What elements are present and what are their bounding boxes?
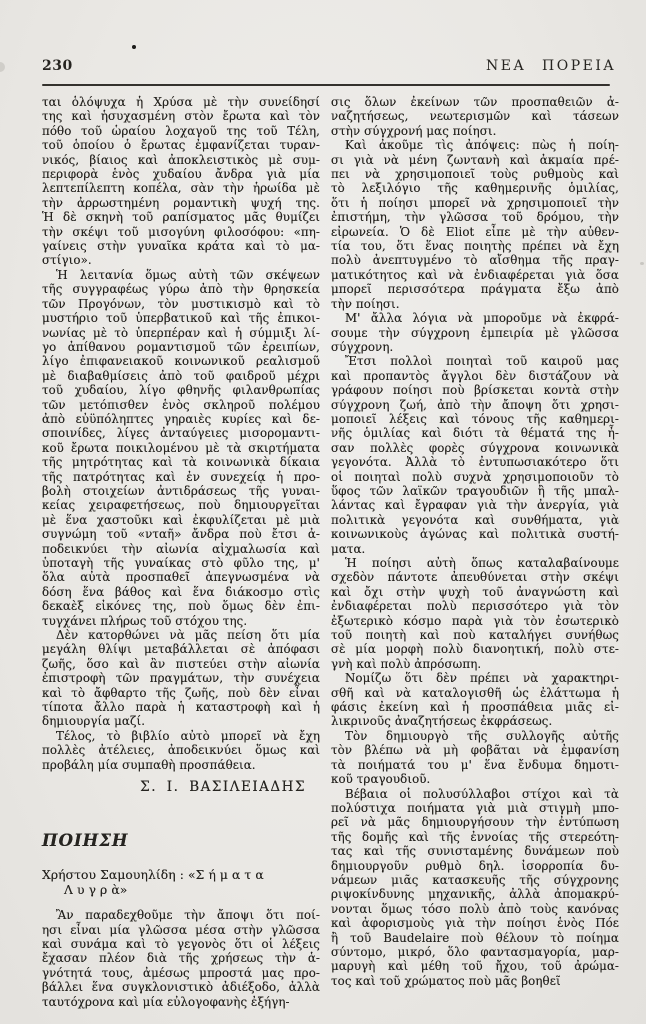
text-line: εἰρωνεία. Ὁ δὲ Eliot εἶπε μὲ τὴν αὐθεν-: [331, 224, 619, 239]
text-line: τοῦ ποιητὴ καὶ ποὺ καταλήγει συνήθως: [331, 628, 619, 643]
text-line: γαίνεις στὴν γυναῖκα κράτα καὶ τὸ μα-: [42, 239, 320, 254]
text-line: δεκαὲξ εἰκόνες της, ποὺ ὅμως δὲν ἐπι-: [42, 599, 320, 614]
text-line: ἐξωτερικὸ κόσμο παρὰ γιὰ τὸν ἐσωτερικὸ: [331, 613, 619, 628]
text-line: Δὲν κατορθώνει νὰ μᾶς πείση ὅτι μία: [56, 628, 320, 643]
text-line: συγνώμη τοῦ «νταῆ» ἄνδρα ποὺ ἔτσι ἀ-: [42, 527, 320, 542]
text-line: νῆς ὁμιλίας καὶ διότι τὰ θέματά της ἦ-: [331, 426, 619, 441]
text-line: γράφουν ποίησι ποὺ βρίσκεται κοντὰ στὴν: [331, 383, 619, 398]
text-line: λίγο ἐπιφανειακοῦ κοινωνικοῦ ρεαλισμοῦ: [42, 354, 320, 369]
paragraph: [331, 95, 619, 138]
text-line: τὴν ποίησι.: [331, 296, 400, 311]
text-line: πόθο τοῦ ὡραίου λοχαγοῦ της τοῦ Τέλη,: [42, 123, 320, 138]
text-line: ἢ τοῦ Baudelaire ποὺ θέλουν τὸ ποίημα: [331, 930, 619, 945]
text-line: καὶ ὄχι στὴν ψυχὴ τοῦ ἀναγνώστη καὶ: [331, 584, 619, 599]
text-line: ὕφος τῶν λαϊκῶν τραγουδιῶν ἢ τῆς μπαλ-: [331, 483, 619, 498]
text-line: Τὸν δημιουργὸ τῆς συλλογῆς αὐτῆς: [345, 728, 619, 743]
text-line: βολὴ στοιχείων ἀντιδράσεως τῆς γυναι-: [42, 483, 320, 498]
page-number: 230: [42, 58, 73, 74]
text-line: ὑποταγὴ τῆς γυναίκας στὸ φῦλο της, μ': [42, 556, 320, 570]
scan-speck: [640, 262, 644, 265]
text-line: καὶ ἀφορισμοὺς γιὰ τὴν ποίησι ἑνὸς Πόε: [331, 916, 619, 931]
text-line: νονται ὅμως τόσο πολὺ ἀπὸ τοὺς κανόνας: [331, 901, 619, 916]
text-line: ματικότητος καὶ νὰ ἐνδιαφέρεται γιὰ ὅσα: [331, 267, 619, 282]
paragraph: [331, 729, 619, 787]
section-heading: ΠΟΙΗΣΗ: [42, 831, 129, 851]
text-line: Ἡ δὲ σκηνὴ τοῦ ραπίσματος μᾶς θυμίζει: [42, 210, 320, 225]
text-line: ζωῆς, ὅσο καὶ ἂν πιστεύει στὴν αἰωνία: [42, 656, 320, 671]
text-line: ὅλα αὐτὰ προσπαθεῖ ἀπεγνωσμένα νὰ: [42, 570, 320, 585]
text-line: Τέλος, τὸ βιβλίο αὐτὸ μπορεῖ νὰ ἔχη: [56, 728, 320, 743]
text-line: λάντας καὶ ἔγραφαν γιὰ τὴν ἀνεργία, γιὰ: [331, 498, 619, 513]
text-line: ἀπὸ εὐϋπόληπτες γηραιὲς κυρίες καὶ δε-: [42, 411, 320, 426]
text-line: κοινωνικοὺς ἀγώνας καὶ πολιτικὰ συστή-: [331, 527, 619, 542]
paragraph: [42, 95, 320, 268]
text-line: νικός, βίαιος καὶ ἀποκλειστικὸς μὲ συμ-: [42, 152, 320, 167]
text-line: σποινίδες, λίγες ἀνταύγειες μισορομαντι-: [42, 426, 320, 441]
text-line: τίποτα ἄλλο παρὰ ἡ καταστροφὴ καὶ ἡ: [42, 700, 320, 715]
text-line: τυγχάνει πλήρως τοῦ στόχου της.: [42, 613, 248, 628]
page-header: [42, 58, 616, 74]
text-line: Ἔτσι πολλοὶ ποιηταὶ τοῦ καιροῦ μας: [345, 354, 619, 369]
text-line: μοποιεῖ λέξεις καὶ τόνους τῆς καθημερι-: [331, 411, 619, 426]
text-line: Βέβαια οἱ πολυσύλλαβοι στίχοι καὶ τὰ: [345, 786, 619, 801]
text-line: καὶ τὸ ἄφθαρτο τῆς ζωῆς, ποὺ δὲν εἶναι: [42, 685, 320, 700]
journal-title: ΝΕΑ ΠΟΡΕΙΑ: [486, 58, 616, 74]
text-line: ἐπιστροφὴ τῶν πραγμάτων, τὴν συνέχεια: [42, 671, 320, 686]
text-line: σις ὅλων ἐκείνων τῶν προσπαθειῶν ἀ-: [331, 95, 619, 109]
text-line: πολιτικὰ γεγονότα καὶ συνθήματα, γιὰ: [331, 512, 619, 527]
text-line: στίγιο».: [42, 253, 92, 268]
text-columns: [42, 95, 619, 1009]
text-line: τία του, ὅτι ἕνας ποιητὴς πρέπει νὰ ἔχη: [331, 239, 619, 254]
text-line: τῶν Προγόνων, τὸν μυστικισμὸ καὶ τὸ: [42, 296, 320, 311]
paragraph: [42, 628, 320, 729]
text-line: ποδεικνύει τὴν αἰωνία αἰχμαλωσία καὶ: [42, 541, 320, 556]
text-line: καὶ προπαντὸς ἄγγλοι δὲν διστάζουν νὰ: [331, 368, 619, 383]
text-line: φάσις ἐκείνη καὶ ἡ προσπάθεια μιᾶς εἰ-: [331, 700, 619, 715]
text-line: κείας χειραφετήσεως, ποὺ δημιουργεῖται: [42, 498, 320, 513]
text-line: κοῦ τραγουδιοῦ.: [331, 772, 431, 787]
text-line: τας καὶ τῆς συνισταμένης δυνάμεων ποὺ: [331, 844, 619, 859]
text-line: Ἡ λειτανία ὅμως αὐτὴ τῶν σκέψεων: [56, 267, 320, 282]
text-line: ἐνδιαφέρεται πολὺ περισσότερο γιὰ τὸν: [331, 599, 619, 614]
text-line: τῆς δομῆς καὶ τῆς ἐννοίας τῆς στερεότη-: [331, 829, 619, 844]
text-line: τὴν σκέψι τοῦ μισογύνη φιλοσόφου: «πη-: [42, 224, 320, 239]
text-line: περιφορὰ ἑνὸς χυδαίου ἄνδρα γιὰ μία: [42, 167, 320, 182]
text-line: ὅτι ἡ ποίησι μπορεῖ νὰ χρησιμοποιεῖ τὴν: [331, 195, 619, 210]
text-line: μαρυγὴ καὶ μέθη τοῦ ἤχου, τοῦ ἀρώμα-: [331, 959, 619, 974]
text-line: μεγάλη θλίψι μεταβάλλεται σὲ ἀπόφασι: [42, 642, 320, 657]
paragraph: [42, 268, 320, 628]
text-line: τῆς συγγραφέως γύρω ἀπὸ τὴν θρησκεία: [42, 282, 320, 297]
review-title: [42, 868, 320, 898]
text-line: κοῦ ἔρωτα ποικιλομένου μὲ τὰ σκιρτήματα: [42, 440, 320, 455]
text-line: βάλλει ἕνα συγκλονιστικὸ ἀδιέξοδο, ἀλλὰ: [42, 980, 320, 995]
text-line: ἐπιστήμη, τὴν γλῶσσα τοῦ δρόμου, τὴν: [331, 210, 619, 225]
author-signature: Σ. Ι. ΒΑΣΙΛΕΙΑΔΗΣ: [140, 779, 306, 796]
text-line: Νομίζω ὅτι δὲν πρέπει νὰ χαρακτηρι-: [345, 671, 619, 686]
text-line: ματα.: [331, 541, 366, 556]
text-line: πολὺ ἀνεπτυγμένο τὸ αἴσθημα τῆς πραγ-: [331, 253, 619, 268]
text-line: τος καὶ τοῦ χρώματος ποὺ μᾶς βοηθεῖ: [331, 973, 561, 988]
text-line: σὲ μία μορφὴ πολὺ διανοητική, πολὺ στε-: [331, 642, 619, 657]
text-line: Καὶ ἀκοῦμε τὶς ἀπόψεις: πὼς ἡ ποίη-: [345, 138, 619, 153]
paragraph: [331, 138, 619, 311]
text-line: τῆς μητρότητας καὶ τὰ κοινωνικὰ δίκαια: [42, 455, 320, 470]
text-line: στὴν σύγχρονή μας ποίησι.: [331, 123, 497, 138]
text-line: σθῆ καὶ νὰ καταλογισθῆ ὡς ἐλάττωμα ἡ: [331, 685, 619, 700]
text-line: σαν πολλὲς φορὲς σύγχρονα κοινωνικὰ: [331, 440, 619, 455]
text-line: ησι εἶναι μία γλῶσσα μέσα στὴν γλῶσσα: [42, 922, 320, 937]
text-line: τῶν μετόπισθεν ἑνὸς σκληροῦ πολέμου: [42, 397, 320, 412]
text-line: Ἂν παραδεχθοῦμε τὴν ἄποψι ὅτι ποί-: [56, 908, 320, 923]
text-line: προβάλη μία συμπαθὴ προσπάθεια.: [42, 757, 256, 772]
text-line: τοῦ ὁποίου ὁ ἔρωτας ἐμφανίζεται τυραν-: [42, 138, 320, 153]
text-line: δημιουργοῦν ρυθμὸ δηλ. ἰσορροπία δυ-: [331, 858, 619, 873]
text-line: σι γιὰ νὰ μένη ζωντανὴ καὶ ἀκμαία πρέ-: [331, 152, 619, 167]
text-line: ριψοκίνδυνης μηχανικῆς, ἀλλὰ ἀπομακρύ-: [331, 887, 619, 902]
text-line: πολύστιχα ποιήματα γιὰ μιὰ στιγμὴ μπο-: [331, 800, 619, 815]
text-line: γνότητά τους, ἀμέσως μπροστά μας προ-: [42, 965, 320, 980]
text-line: μὲ διαβαθμίσεις ἀπὸ τοῦ φαιδροῦ μέχρι: [42, 368, 320, 383]
text-line: τῆς πατρότητας καὶ ἐν συνεχείᾳ ἡ προ-: [42, 469, 320, 484]
scan-smudge: [0, 62, 5, 72]
text-line: τὸ λεξιλόγιο τῆς καθημερινῆς ὁμιλίας,: [331, 181, 619, 196]
text-line: οἱ ποιηταὶ πολὺ συχνὰ χρησιμοποιοῦν τὸ: [331, 469, 619, 484]
text-line: σύγχρονη ζωή, ἀπὸ τὴν ἄποψη ὅτι χρησι-: [331, 397, 619, 412]
text-line: ται ὁλόψυχα ἡ Χρύσα μὲ τὴν συνείδησί: [42, 95, 320, 109]
text-line: τὴν ἀρρωστημένη ρομαντικὴ ψυχή της.: [42, 195, 320, 210]
paragraph: [42, 729, 320, 772]
text-line: ναζητήσεως, νεωτερισμῶν καὶ τάσεων: [331, 109, 619, 124]
text-line: Χρήστου Σαμουηλίδη : «Σ ή μ α τ α: [42, 868, 264, 883]
text-line: μὲ ἕνα χαστοῦκι καὶ ἐκφυλίζεται μὲ μιὰ: [42, 512, 320, 527]
text-line: σουμε τὴν σύγχρονη ἐμπειρία μὲ γλῶσσα: [331, 325, 619, 340]
text-line: τὰ ποιήματά του μ' ἕνα ἔνδυμα δημοτι-: [331, 757, 619, 772]
text-line: ἔχασαν πλέον διὰ τῆς χρήσεως τὴν ἁ-: [42, 951, 320, 966]
text-line: μπορεῖ περισσότερα πράγματα ἔξω ἀπὸ: [331, 282, 619, 297]
ink-dot-artifact: [132, 45, 136, 49]
text-line: λικρινοῦς ἀναζητήσεως ἐκφράσεως.: [331, 714, 553, 729]
text-line: σύντομο, μικρό, ὅλο φαντασμαγορία, μαρ-: [331, 944, 619, 959]
text-line: ρεῖ νὰ μᾶς δημιουργήσουν τὴν ἐντύπωση: [331, 815, 619, 830]
text-line: της καὶ ἡσυχασμένη στὸν ἔρωτα καὶ τὸν: [42, 109, 320, 124]
text-line: Ἡ ποίησι αὐτὴ ὅπως καταλαβαίνουμε: [345, 556, 619, 570]
text-line: καὶ συνάμα καὶ τὸ γεγονὸς ὅτι οἱ λέξεις: [42, 936, 320, 951]
paragraph: [331, 671, 619, 729]
text-line: γεγονότα. Ἀλλὰ τὸ ἐντυπωσιακότερο ὅτι: [331, 455, 619, 470]
text-line: νωνίας μὲ τὸ ὑπερπέραν καὶ ἡ σύμμιξι λί-: [42, 325, 320, 340]
paragraph: [331, 354, 619, 556]
paragraph: [42, 908, 320, 1009]
text-line: τὸν βλέπω νὰ μὴ φοβᾶται νὰ ἐμφανίση: [331, 743, 619, 758]
text-line: Μ' ἄλλα λόγια νὰ μποροῦμε νὰ ἐκφρά-: [345, 311, 619, 326]
text-line: σύγχρονη.: [331, 339, 394, 354]
text-line: σχεδὸν πάντοτε ἀπευθύνεται στὴν σκέψι: [331, 570, 619, 585]
paragraph: [331, 787, 619, 989]
text-line: μυστήριο τοῦ ὑπερβατικοῦ καὶ τῆς ἐπικοι-: [42, 311, 320, 326]
column-right: [331, 95, 619, 1009]
paragraph: [331, 311, 619, 354]
text-line: πολλὲς ἀτέλειες, ἀποδεικνύει ὅμως καὶ: [42, 743, 320, 758]
text-line: τοῦ χυδαίου, λίγο φθηνῆς φιλανθρωπίας: [42, 383, 320, 398]
text-line: δημιουργία μαζί.: [42, 714, 146, 729]
text-line: γο ἀπίθανου ρομαντισμοῦ τῶν ἐρειπίων,: [42, 339, 320, 354]
header-rule: [42, 84, 610, 86]
text-line: λεπτεπίλεπτη κοπέλα, σὰν τὴν ἡρωίδα μὲ: [42, 181, 320, 196]
column-left: [42, 95, 320, 1009]
text-line: νάμεων μιᾶς κατασκευῆς τῆς σύγχρονης: [331, 872, 619, 887]
text-line: πει νὰ χρησιμοποιεῖ τοὺς ρυθμοὺς καὶ: [331, 167, 619, 182]
text-line: δόση ἕνα βάθος καὶ ἕνα διάκοσμο στὶς: [42, 584, 320, 599]
paragraph: [331, 556, 619, 671]
text-line: ταυτόχρονα καὶ μία εὐλογοφανὴς ἐξήγη-: [42, 994, 290, 1009]
text-line: γνὴ καὶ πολὺ ἀπρόσωπη.: [331, 656, 482, 671]
text-line: Λ υ γ ρ ὰ»: [64, 883, 128, 898]
